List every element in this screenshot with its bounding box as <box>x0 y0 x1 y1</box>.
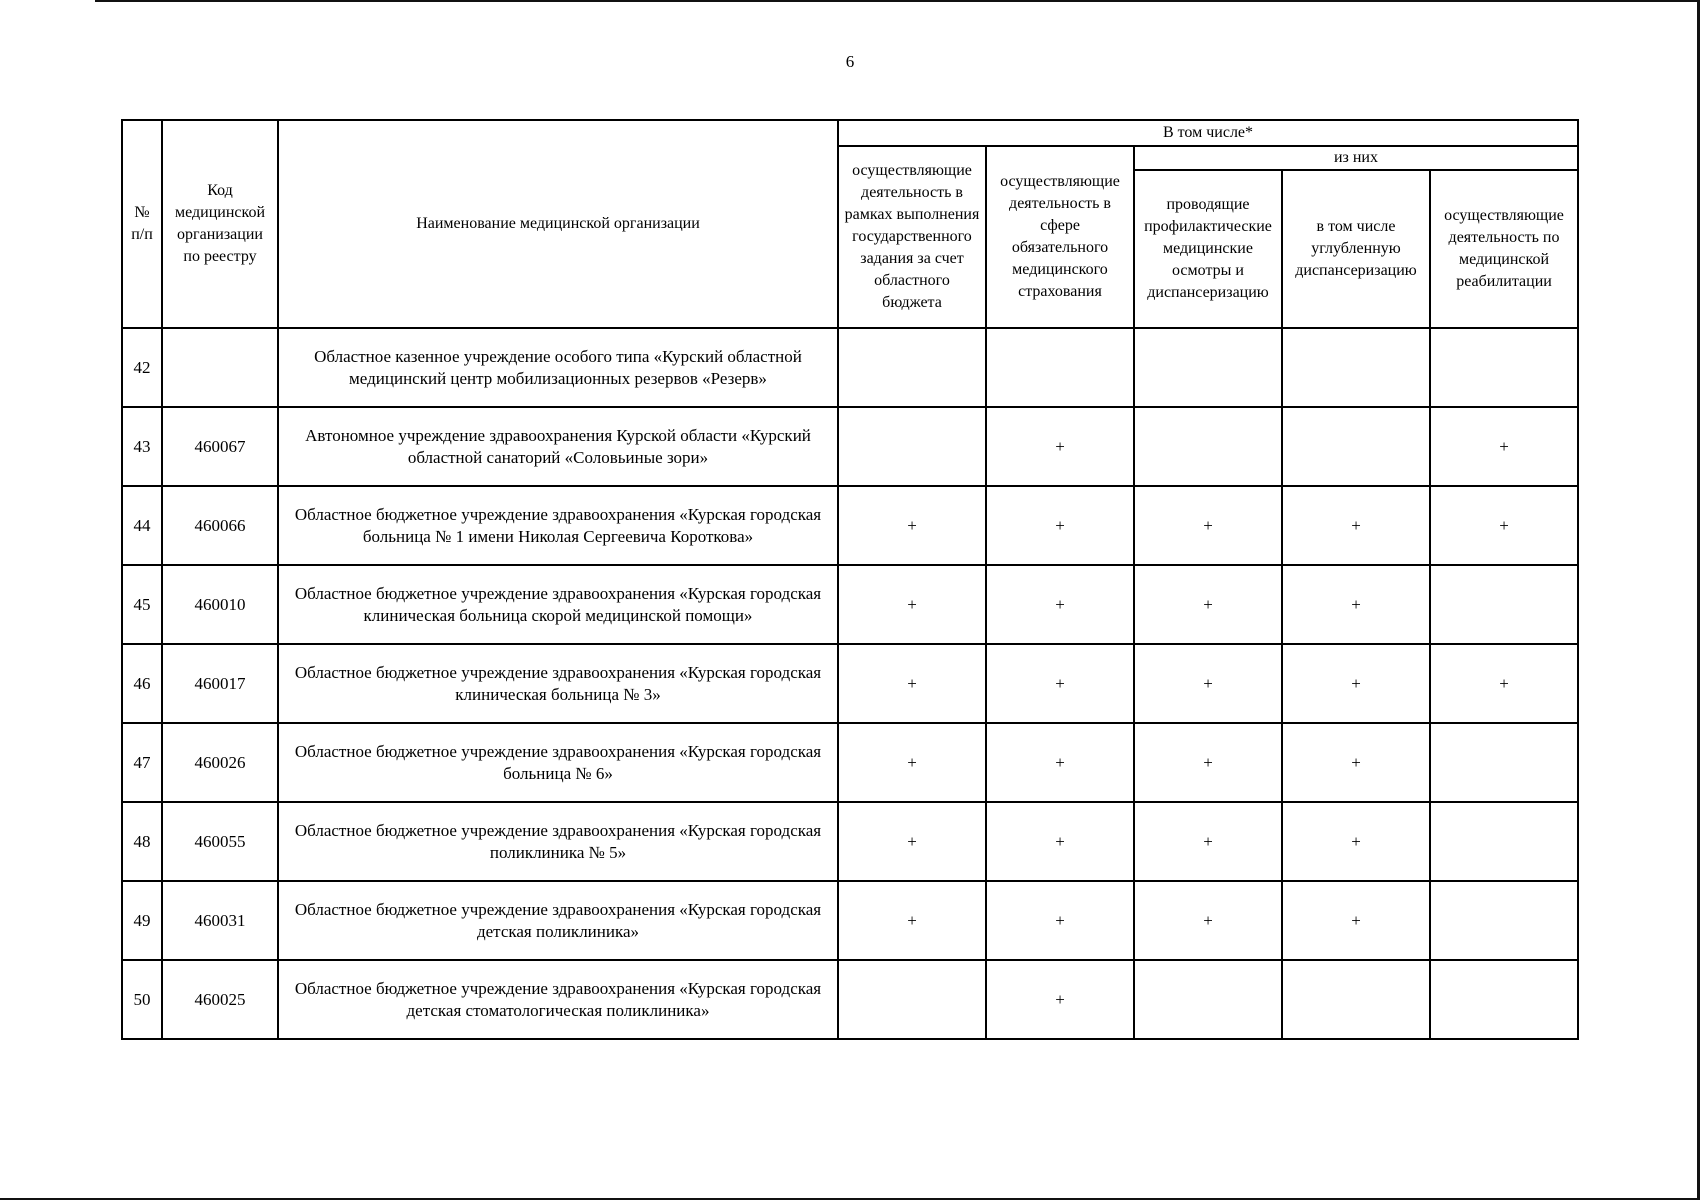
row-code: 460026 <box>162 723 278 802</box>
row-name: Областное казенное учреждение особого типа «Курский областной медицинский центр мобилизационных резервов «Резерв» <box>278 328 838 407</box>
header-prof: проводящие профилактические медицинские осмотры и диспансеризацию <box>1134 170 1282 328</box>
row-deep-mark <box>1282 960 1430 1039</box>
row-deep-mark: + <box>1282 565 1430 644</box>
row-prof-mark: + <box>1134 486 1282 565</box>
organizations-table <box>121 119 1579 1040</box>
row-prof-mark <box>1134 328 1282 407</box>
row-name: Областное бюджетное учреждение здравоохранения «Курская городская клиническая больница № 3» <box>278 644 838 723</box>
row-name: Областное бюджетное учреждение здравоохранения «Курская городская больница № 6» <box>278 723 838 802</box>
row-prof-mark <box>1134 407 1282 486</box>
row-budget-mark: + <box>838 486 986 565</box>
row-code <box>162 328 278 407</box>
row-budget-mark <box>838 960 986 1039</box>
row-name: Автономное учреждение здравоохранения Курской области «Курский областной санаторий «Соловьиные зори» <box>278 407 838 486</box>
row-name: Областное бюджетное учреждение здравоохранения «Курская городская больница № 1 имени Николая Сергеевича Короткова» <box>278 486 838 565</box>
table-row <box>122 328 1578 407</box>
row-prof-mark <box>1134 960 1282 1039</box>
row-num: 50 <box>122 960 162 1039</box>
row-oms-mark: + <box>986 960 1134 1039</box>
row-budget-mark: + <box>838 881 986 960</box>
table-row <box>122 960 1578 1039</box>
row-code: 460031 <box>162 881 278 960</box>
row-code: 460055 <box>162 802 278 881</box>
row-rehab-mark <box>1430 565 1578 644</box>
row-deep-mark: + <box>1282 723 1430 802</box>
row-deep-mark: + <box>1282 881 1430 960</box>
row-rehab-mark <box>1430 723 1578 802</box>
row-code: 460066 <box>162 486 278 565</box>
page-number: 6 <box>845 52 855 71</box>
row-num: 42 <box>122 328 162 407</box>
header-group-including: В том числе* <box>838 120 1578 146</box>
row-oms-mark <box>986 328 1134 407</box>
row-oms-mark: + <box>986 723 1134 802</box>
row-rehab-mark <box>1430 328 1578 407</box>
row-budget-mark: + <box>838 802 986 881</box>
row-oms-mark: + <box>986 881 1134 960</box>
row-name: Областное бюджетное учреждение здравоохранения «Курская городская клиническая больница скорой медицинской помощи» <box>278 565 838 644</box>
scan-border-top <box>95 0 1700 2</box>
row-budget-mark: + <box>838 644 986 723</box>
row-deep-mark: + <box>1282 802 1430 881</box>
row-num: 43 <box>122 407 162 486</box>
row-budget-mark: + <box>838 565 986 644</box>
row-rehab-mark <box>1430 960 1578 1039</box>
row-deep-mark: + <box>1282 486 1430 565</box>
row-oms-mark: + <box>986 802 1134 881</box>
row-prof-mark: + <box>1134 644 1282 723</box>
row-rehab-mark: + <box>1430 486 1578 565</box>
row-oms-mark: + <box>986 486 1134 565</box>
table-row <box>122 407 1578 486</box>
table-row <box>122 644 1578 723</box>
row-num: 46 <box>122 644 162 723</box>
table-row <box>122 881 1578 960</box>
row-code: 460025 <box>162 960 278 1039</box>
row-num: 45 <box>122 565 162 644</box>
table-header <box>122 120 1578 328</box>
row-rehab-mark: + <box>1430 407 1578 486</box>
row-num: 44 <box>122 486 162 565</box>
row-code: 460017 <box>162 644 278 723</box>
table-row <box>122 723 1578 802</box>
row-prof-mark: + <box>1134 802 1282 881</box>
row-rehab-mark: + <box>1430 644 1578 723</box>
row-code: 460067 <box>162 407 278 486</box>
row-budget-mark: + <box>838 723 986 802</box>
row-num: 47 <box>122 723 162 802</box>
row-prof-mark: + <box>1134 565 1282 644</box>
header-name: Наименование медицинской организации <box>278 120 838 328</box>
row-deep-mark <box>1282 407 1430 486</box>
header-deep: в том числе углубленную диспансеризацию <box>1282 170 1430 328</box>
row-num: 49 <box>122 881 162 960</box>
header-oms: осуществляющие деятельность в сфере обязательного медицинского страхования <box>986 146 1134 328</box>
row-code: 460010 <box>162 565 278 644</box>
row-name: Областное бюджетное учреждение здравоохранения «Курская городская детская поликлиника» <box>278 881 838 960</box>
table-row <box>122 565 1578 644</box>
header-rehab: осуществляющие деятельность по медицинской реабилитации <box>1430 170 1578 328</box>
header-code: Код медицинской организации по реестру <box>162 120 278 328</box>
header-subgroup-of-them: из них <box>1134 146 1578 170</box>
header-budget: осуществляющие деятельность в рамках выполнения государственного задания за счет областного бюджета <box>838 146 986 328</box>
row-rehab-mark <box>1430 802 1578 881</box>
row-name: Областное бюджетное учреждение здравоохранения «Курская городская детская стоматологическая поликлиника» <box>278 960 838 1039</box>
table-row <box>122 802 1578 881</box>
row-deep-mark: + <box>1282 644 1430 723</box>
row-name: Областное бюджетное учреждение здравоохранения «Курская городская поликлиника № 5» <box>278 802 838 881</box>
row-prof-mark: + <box>1134 723 1282 802</box>
table-row <box>122 486 1578 565</box>
row-oms-mark: + <box>986 644 1134 723</box>
row-budget-mark <box>838 328 986 407</box>
row-oms-mark: + <box>986 407 1134 486</box>
row-deep-mark <box>1282 328 1430 407</box>
row-oms-mark: + <box>986 565 1134 644</box>
row-num: 48 <box>122 802 162 881</box>
row-budget-mark <box>838 407 986 486</box>
row-rehab-mark <box>1430 881 1578 960</box>
row-prof-mark: + <box>1134 881 1282 960</box>
header-num: № п/п <box>122 120 162 328</box>
table-body <box>122 328 1578 1039</box>
